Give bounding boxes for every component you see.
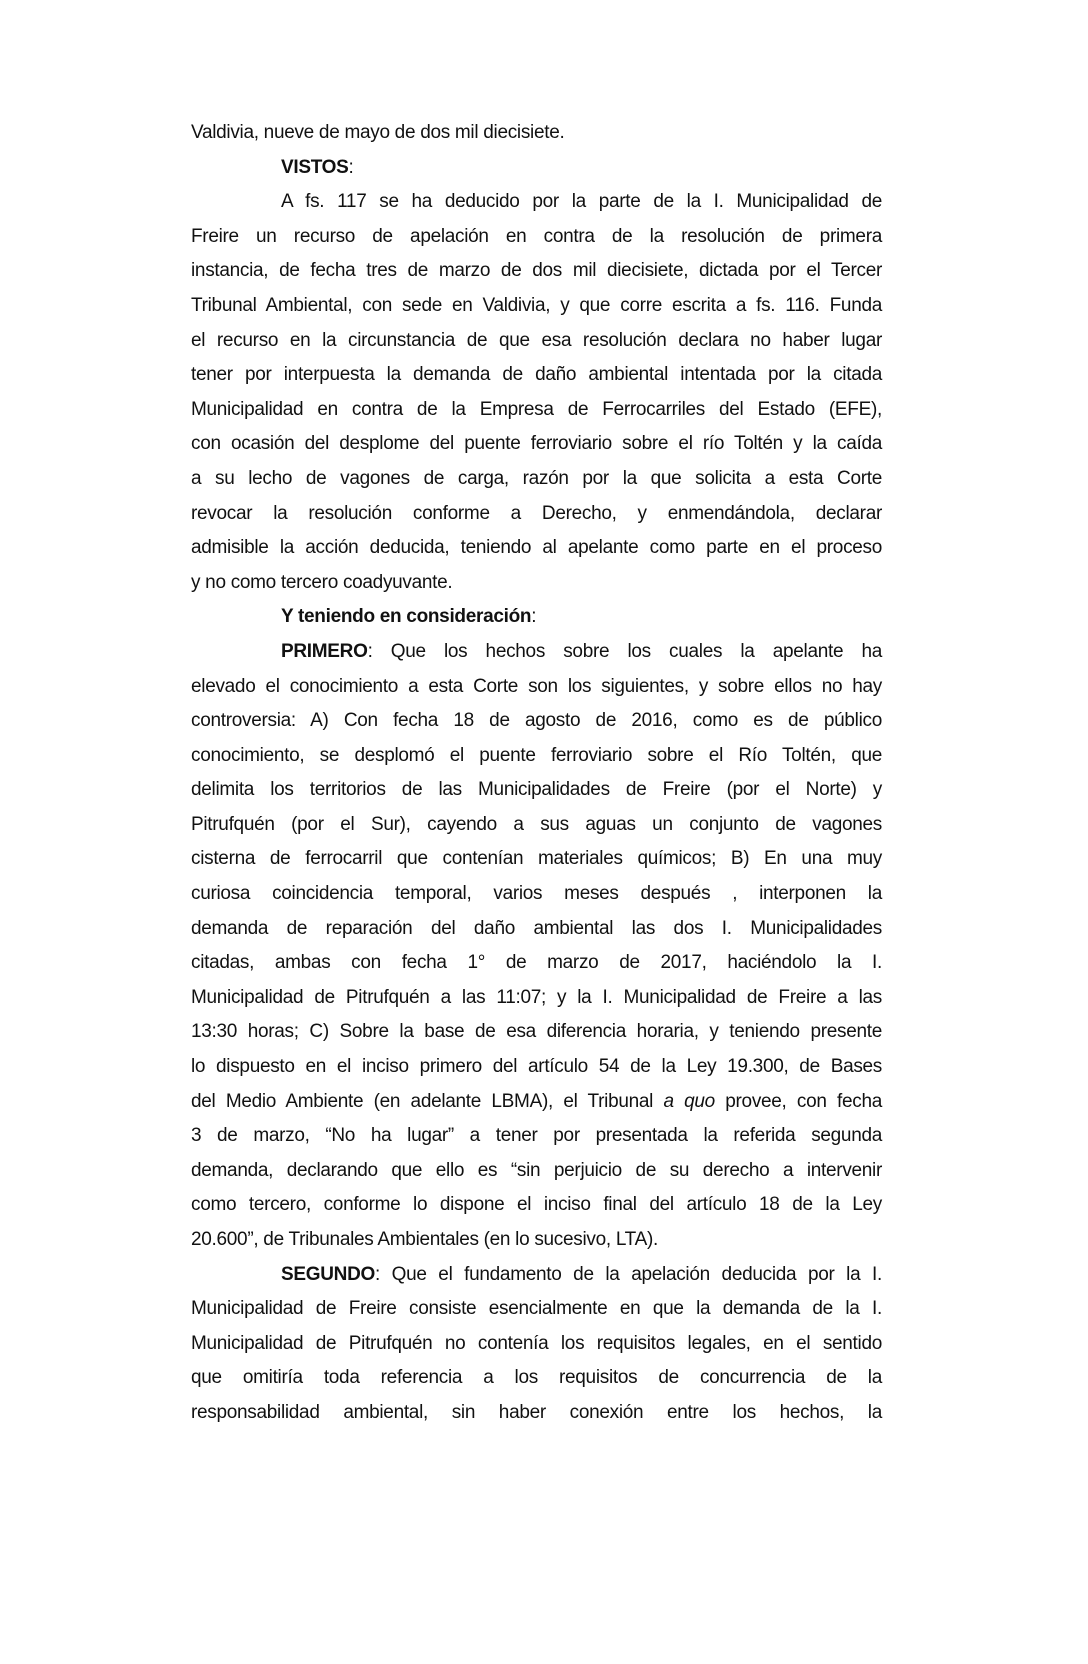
segundo-first-line	[191, 1258, 882, 1293]
vistos-line: con ocasión del desplome del puente ferroviario sobre el río Toltén y la caída	[191, 433, 882, 455]
segundo-line: que omitiría toda referencia a los requisitos de concurrencia de la	[191, 1367, 882, 1389]
primero-first-line	[191, 635, 882, 670]
segundo-line: Municipalidad de Freire consiste esencialmente en que la demanda de la I.	[191, 1298, 882, 1320]
primero-line: elevado el conocimiento a esta Corte son los siguientes, y sobre ellos no hay	[191, 675, 882, 697]
vistos-line: el recurso en la circunstancia de que esa resolución declara no haber lugar	[191, 329, 882, 351]
primero-italic-line	[191, 1085, 882, 1120]
primero-line: delimita los territorios de las Municipalidades de Freire (por el Norte) y	[191, 779, 882, 801]
a-quo-italic: a quo	[663, 1090, 715, 1112]
primero-first-text: : Que los hechos sobre los cuales la apelante ha	[367, 640, 882, 662]
vistos-line: y no como tercero coadyuvante.	[191, 571, 453, 593]
considering-heading-line	[191, 600, 882, 635]
primero-line: cisterna de ferrocarril que contenían materiales químicos; B) En una muy	[191, 848, 882, 870]
italic-line-before: del Medio Ambiente (en adelante LBMA), el Tribunal	[191, 1090, 664, 1112]
primero-line: conocimiento, se desplomó el puente ferroviario sobre el Río Toltén, que	[191, 744, 882, 766]
primero-line: controversia: A) Con fecha 18 de agosto de 2016, como es de público	[191, 710, 882, 732]
vistos-heading-line	[191, 151, 882, 186]
considering-heading: Y teniendo en consideración	[281, 606, 532, 628]
vistos-line: Freire un recurso de apelación en contra de la resolución de primera	[191, 225, 882, 247]
segundo-first-text: : Que el fundamento de la apelación deducida por la I.	[374, 1263, 882, 1285]
vistos-line: admisible la acción deducida, teniendo al apelante como parte en el proceso	[191, 537, 882, 559]
segundo-line: Municipalidad de Pitrufquén no contenía los requisitos legales, en el sentido	[191, 1332, 882, 1354]
vistos-line: revocar la resolución conforme a Derecho, y enmendándola, declarar	[191, 502, 882, 524]
primero-line: como tercero, conforme lo dispone el inciso final del artículo 18 de la Ley	[191, 1194, 882, 1216]
considering-colon: :	[531, 606, 537, 628]
primero-line: demanda, declarando que ello es “sin perjuicio de su derecho a intervenir	[191, 1159, 882, 1181]
vistos-heading: VISTOS	[281, 156, 349, 178]
document-body	[191, 116, 882, 1431]
primero-line: Pitrufquén (por el Sur), cayendo a sus aguas un conjunto de vagones	[191, 813, 882, 835]
date-line: Valdivia, nueve de mayo de dos mil diecisiete.	[191, 122, 565, 143]
primero-line: lo dispuesto en el inciso primero del artículo 54 de la Ley 19.300, de Bases	[191, 1056, 882, 1078]
primero-line: curiosa coincidencia temporal, varios meses después , interponen la	[191, 883, 882, 905]
segundo-label: SEGUNDO	[281, 1263, 375, 1285]
primero-label: PRIMERO	[281, 640, 368, 662]
primero-line: 13:30 horas; C) Sobre la base de esa diferencia horaria, y teniendo presente	[191, 1021, 882, 1043]
vistos-line: tener por interpuesta la demanda de daño ambiental intentada por la citada	[191, 364, 882, 386]
vistos-line: Municipalidad en contra de la Empresa de Ferrocarriles del Estado (EFE),	[191, 398, 882, 420]
primero-line: Municipalidad de Pitrufquén a las 11:07; y la I. Municipalidad de Freire a las	[191, 986, 882, 1008]
primero-line: citadas, ambas con fecha 1° de marzo de 2017, haciéndolo la I.	[191, 952, 882, 974]
primero-line: 3 de marzo, “No ha lugar” a tener por presentada la referida segunda	[191, 1125, 882, 1147]
vistos-line: instancia, de fecha tres de marzo de dos mil diecisiete, dictada por el Tercer	[191, 260, 882, 282]
vistos-line: a su lecho de vagones de carga, razón por la que solicita a esta Corte	[191, 467, 882, 489]
segundo-line: responsabilidad ambiental, sin haber conexión entre los hechos, la	[191, 1401, 882, 1423]
italic-line-after: provee, con fecha	[714, 1090, 882, 1112]
primero-line: 20.600”, de Tribunales Ambientales (en lo sucesivo, LTA).	[191, 1229, 658, 1250]
vistos-line: A fs. 117 se ha deducido por la parte de la I. Municipalidad de	[281, 191, 882, 213]
primero-line: demanda de reparación del daño ambiental las dos I. Municipalidades	[191, 917, 882, 939]
vistos-line: Tribunal Ambiental, con sede en Valdivia, y que corre escrita a fs. 116. Funda	[191, 294, 882, 316]
vistos-colon: :	[348, 156, 354, 178]
